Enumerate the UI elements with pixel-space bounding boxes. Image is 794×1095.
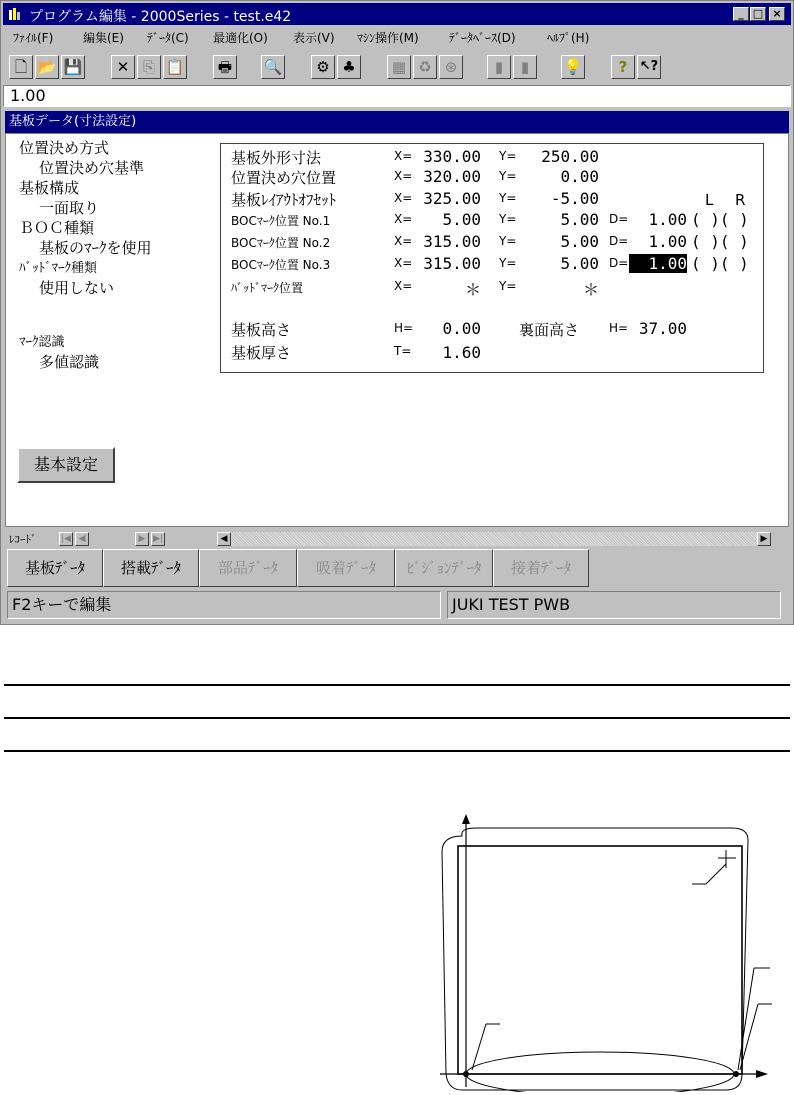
x-key: X= bbox=[394, 279, 413, 293]
y-value[interactable]: 250.00 bbox=[541, 147, 599, 166]
menu-view[interactable]: 表示(V) bbox=[293, 31, 335, 45]
y-key: Y= bbox=[499, 169, 517, 183]
panel-title: 基板データ(寸法設定) bbox=[5, 111, 789, 133]
row-label: BOCﾏｰｸ位置 No.1 bbox=[231, 214, 331, 228]
back-height-label: 裏面高さ bbox=[519, 321, 580, 339]
status-message: F2キーで編集 bbox=[7, 591, 441, 619]
title-bar[interactable] bbox=[3, 3, 791, 25]
x-value[interactable]: 330.00 bbox=[423, 147, 481, 166]
x-key: X= bbox=[394, 169, 413, 183]
menu-bar bbox=[3, 26, 791, 48]
d-key: D= bbox=[609, 212, 629, 226]
x-value[interactable]: 320.00 bbox=[423, 167, 481, 186]
x-key: X= bbox=[394, 212, 413, 226]
l-header: L bbox=[705, 191, 714, 209]
x-axis-arrow bbox=[756, 1070, 768, 1078]
machine-icon[interactable]: ♣ bbox=[337, 55, 361, 79]
board-outline bbox=[458, 846, 742, 1074]
scroll-left-icon[interactable]: ◀ bbox=[217, 532, 231, 546]
setting-item[interactable]: 基板構成 bbox=[19, 179, 80, 197]
download-icon[interactable]: ⊛ bbox=[439, 55, 463, 79]
menu-machine[interactable]: ﾏｼﾝ操作(M) bbox=[357, 31, 419, 45]
divider-line bbox=[4, 750, 790, 752]
origin-mark bbox=[463, 1071, 469, 1077]
x-value[interactable]: ＊ bbox=[464, 280, 481, 299]
board-thickness-label: 基板厚さ bbox=[231, 344, 292, 362]
board-height-label: 基板高さ bbox=[231, 321, 292, 339]
cut-icon[interactable]: ✕ bbox=[111, 55, 135, 79]
setting-item[interactable]: 一面取り bbox=[39, 199, 100, 217]
first-record-icon[interactable]: |◀ bbox=[59, 532, 73, 546]
lr-checkbox[interactable]: ( )( ) bbox=[691, 232, 749, 251]
setting-item[interactable]: 基板のﾏｰｸを使用 bbox=[39, 239, 152, 257]
tab-vision-data[interactable]: ﾋﾞｼﾞｮﾝﾃﾞｰﾀ bbox=[395, 549, 493, 587]
optimize-icon[interactable]: ⚙ bbox=[311, 55, 335, 79]
tab-mount-data[interactable]: 搭載ﾃﾞｰﾀ bbox=[103, 549, 199, 587]
context-help-icon[interactable]: ↖? bbox=[637, 55, 661, 79]
d-key: D= bbox=[609, 234, 629, 248]
x-value[interactable]: 315.00 bbox=[423, 254, 481, 273]
d-key: D= bbox=[609, 256, 629, 270]
board-height-value[interactable]: 0.00 bbox=[442, 319, 481, 338]
back-height-key: H= bbox=[609, 321, 629, 335]
tab-board-data[interactable]: 基板ﾃﾞｰﾀ bbox=[7, 549, 103, 587]
new-file-icon[interactable]: 🗋 bbox=[9, 55, 33, 79]
leader-line bbox=[706, 864, 726, 884]
y-key: Y= bbox=[499, 212, 517, 226]
x-key: X= bbox=[394, 256, 413, 270]
toolbar bbox=[3, 51, 791, 83]
minimize-button[interactable]: _ bbox=[733, 7, 749, 21]
tab-parts-data[interactable]: 部品ﾃﾞｰﾀ bbox=[199, 549, 297, 587]
recycle-icon[interactable]: ♻ bbox=[413, 55, 437, 79]
divider-line bbox=[4, 684, 790, 686]
x-key: X= bbox=[394, 149, 413, 163]
x-value[interactable]: 5.00 bbox=[442, 210, 481, 229]
tab-adhesive-data[interactable]: 接着ﾃﾞｰﾀ bbox=[493, 549, 589, 587]
setting-item[interactable]: ﾏｰｸ認識 bbox=[19, 335, 65, 350]
menu-help[interactable]: ﾍﾙﾌﾟ(H) bbox=[547, 31, 590, 45]
menu-edit[interactable]: 編集(E) bbox=[83, 31, 124, 45]
maximize-button[interactable]: □ bbox=[750, 7, 766, 21]
value-entry-field[interactable]: 1.00 bbox=[3, 85, 791, 107]
locating-hole-mark bbox=[733, 1071, 739, 1077]
window-title: プログラム編集 - 2000Series - test.e42 bbox=[29, 9, 292, 25]
lightbulb-icon[interactable]: 💡 bbox=[561, 55, 585, 79]
row-label: 位置決め穴位置 bbox=[231, 169, 337, 187]
d-value[interactable]: 1.00 bbox=[629, 254, 687, 273]
next-record-icon[interactable]: ▶ bbox=[135, 532, 149, 546]
y-key: Y= bbox=[499, 234, 517, 248]
setting-item[interactable]: 使用しない bbox=[39, 279, 115, 297]
setting-item[interactable]: ＢＯＣ種類 bbox=[19, 219, 95, 237]
y-value[interactable]: -5.00 bbox=[550, 189, 599, 208]
y-value[interactable]: 5.00 bbox=[560, 254, 599, 273]
row-label: BOCﾏｰｸ位置 No.3 bbox=[231, 258, 331, 272]
leader-line bbox=[738, 968, 754, 1070]
paste-icon[interactable]: 📋 bbox=[163, 55, 187, 79]
setting-item[interactable]: 位置決め穴基準 bbox=[39, 159, 145, 177]
x-key: X= bbox=[394, 234, 413, 248]
divider-line bbox=[4, 717, 790, 719]
print-icon[interactable]: 🖶 bbox=[213, 55, 237, 79]
save-icon[interactable]: 💾 bbox=[61, 55, 85, 79]
board-thickness-key: T= bbox=[394, 344, 412, 358]
setting-item[interactable]: ﾊﾞｯﾄﾞﾏｰｸ種類 bbox=[19, 261, 98, 276]
y-value[interactable]: 0.00 bbox=[560, 167, 599, 186]
basic-settings-button[interactable]: 基本設定 bbox=[17, 447, 115, 483]
y-axis-arrow bbox=[462, 814, 470, 824]
mark-area-ellipse bbox=[466, 1052, 734, 1092]
menu-optimize[interactable]: 最適化(O) bbox=[213, 31, 268, 45]
scroll-right-icon[interactable]: ▶ bbox=[757, 532, 771, 546]
horizontal-scrollbar[interactable] bbox=[231, 532, 771, 546]
close-button[interactable]: × bbox=[769, 7, 785, 21]
d-value[interactable]: 1.00 bbox=[648, 210, 687, 229]
prev-record-icon[interactable]: ◀ bbox=[75, 532, 89, 546]
find-icon[interactable]: 🔍 bbox=[261, 55, 285, 79]
help-icon[interactable]: ? bbox=[611, 55, 635, 79]
y-key: Y= bbox=[499, 256, 517, 270]
y-key: Y= bbox=[499, 191, 517, 205]
open-folder-icon[interactable]: 📂 bbox=[35, 55, 59, 79]
row-label: 基板ﾚｲｱｳﾄｵﾌｾｯﾄ bbox=[231, 191, 337, 209]
copy-icon[interactable]: ⎘ bbox=[137, 55, 161, 79]
lr-checkbox[interactable]: ( )( ) bbox=[691, 254, 749, 273]
board-area-outline bbox=[442, 828, 748, 1090]
grid-icon[interactable]: ▦ bbox=[387, 55, 411, 79]
setting-item[interactable]: 位置決め方式 bbox=[19, 139, 110, 157]
row-label: BOCﾏｰｸ位置 No.2 bbox=[231, 236, 331, 250]
record-label: ﾚｺｰﾄﾞ bbox=[9, 533, 37, 546]
x-value[interactable]: 325.00 bbox=[423, 189, 481, 208]
menu-file[interactable]: ﾌｧｲﾙ(F) bbox=[13, 31, 54, 45]
last-record-icon[interactable]: ▶| bbox=[151, 532, 165, 546]
y-value[interactable]: ＊ bbox=[582, 280, 599, 299]
x-key: X= bbox=[394, 191, 413, 205]
r-header: R bbox=[735, 191, 746, 209]
y-key: Y= bbox=[499, 279, 517, 293]
y-value[interactable]: 5.00 bbox=[560, 232, 599, 251]
x-value[interactable]: 315.00 bbox=[423, 232, 481, 251]
setting-item[interactable]: 多値認識 bbox=[39, 353, 100, 371]
tab-pickup-data[interactable]: 吸着ﾃﾞｰﾀ bbox=[297, 549, 395, 587]
y-key: Y= bbox=[499, 149, 517, 163]
column2-icon[interactable]: ▮ bbox=[513, 55, 537, 79]
back-height-value[interactable]: 37.00 bbox=[638, 319, 687, 338]
row-label: ﾊﾞｯﾄﾞﾏｰｸ位置 bbox=[231, 281, 304, 295]
column-icon[interactable]: ▮ bbox=[487, 55, 511, 79]
status-board-name: JUKI TEST PWB bbox=[447, 591, 781, 619]
board-height-key: H= bbox=[394, 321, 414, 335]
row-label: 基板外形寸法 bbox=[231, 149, 322, 167]
app-icon[interactable] bbox=[8, 7, 23, 21]
board-thickness-value[interactable]: 1.60 bbox=[442, 343, 481, 362]
y-value[interactable]: 5.00 bbox=[560, 210, 599, 229]
menu-database[interactable]: ﾃﾞｰﾀﾍﾞｰｽ(D) bbox=[449, 31, 516, 45]
board-dimension-diagram bbox=[436, 812, 776, 1092]
d-value[interactable]: 1.00 bbox=[648, 232, 687, 251]
lr-checkbox[interactable]: ( )( ) bbox=[691, 210, 749, 229]
menu-data[interactable]: ﾃﾞｰﾀ(C) bbox=[147, 31, 189, 45]
